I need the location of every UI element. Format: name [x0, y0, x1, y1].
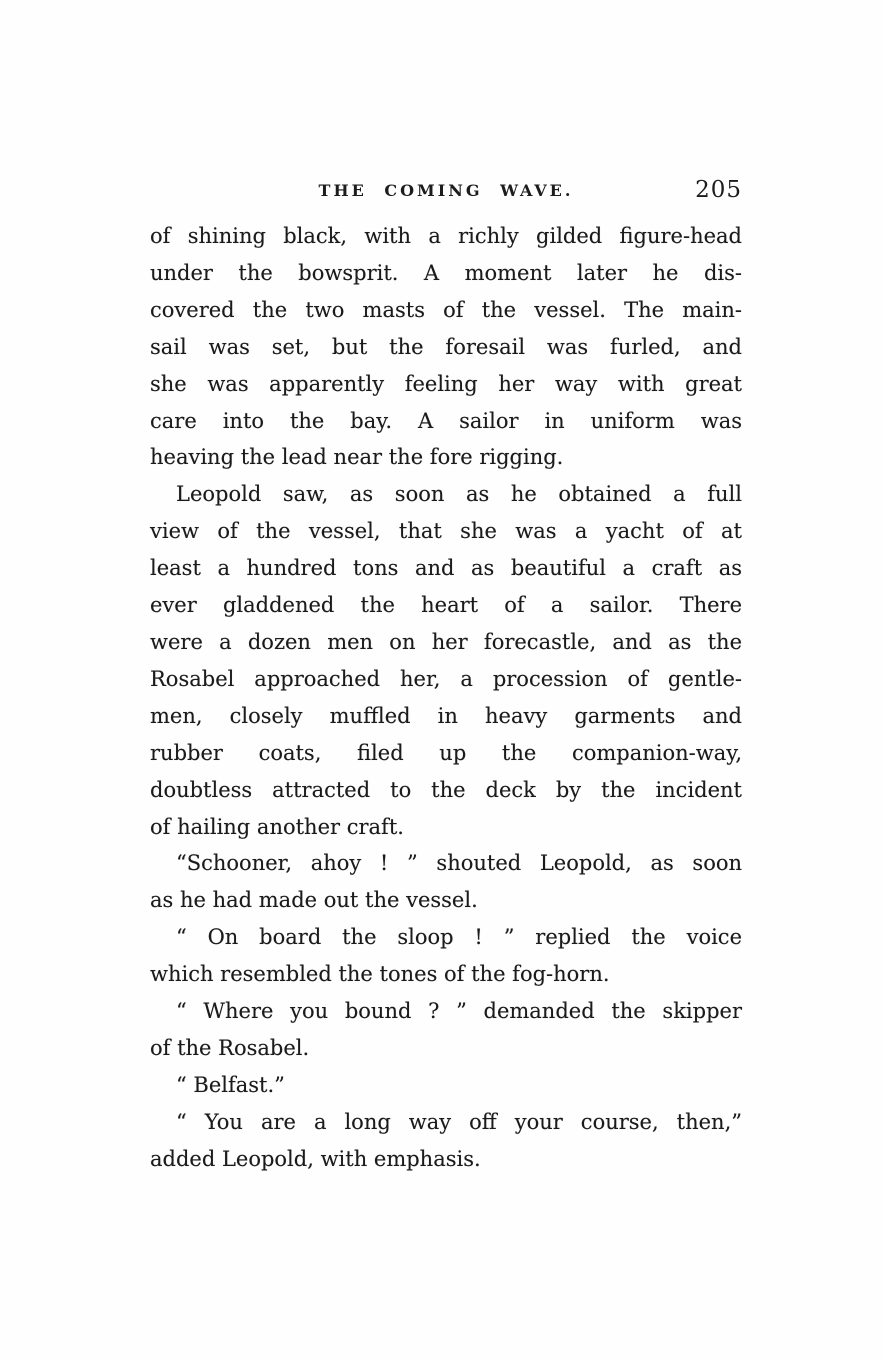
paragraph-indent [150, 1128, 176, 1129]
paragraph-indent [150, 1091, 176, 1092]
paragraph [150, 1067, 742, 1104]
text-block [150, 218, 742, 1178]
text-line: of hailing another craft. [150, 814, 404, 839]
text-line: rubber coats, filed up the companion-way, [150, 740, 742, 765]
text-line: doubtless attracted to the deck by the incident [150, 777, 742, 802]
text-line: added Leopold, with emphasis. [150, 1146, 481, 1171]
text-line: ever gladdened the heart of a sailor. There [150, 593, 742, 618]
text-line: Leopold saw, as soon as he obtained a full [150, 476, 742, 513]
page-content [150, 170, 742, 1178]
paragraph [150, 218, 742, 476]
text-line: of the Rosabel. [150, 1035, 310, 1060]
running-title: THE COMING WAVE. [318, 181, 574, 200]
paragraph-indent [150, 869, 176, 870]
text-line: care into the bay. A sailor in uniform was [150, 408, 742, 433]
text-line: sail was set, but the foresail was furled, and [150, 334, 742, 359]
paragraph [150, 1104, 742, 1178]
text-line: least a hundred tons and as beautiful a craft as [150, 556, 742, 581]
text-line: “ Where you bound ? ” demanded the skipper [150, 993, 742, 1030]
text-line: heaving the lead near the fore rigging. [150, 445, 564, 470]
paragraph-indent [150, 1017, 176, 1018]
text-line: “ You are a long way off your course, then,” [150, 1104, 742, 1141]
paragraph-indent [150, 943, 176, 944]
page-header [150, 170, 742, 203]
paragraph [150, 845, 742, 919]
text-line: covered the two masts of the vessel. The main- [150, 297, 742, 322]
text-line: “Schooner, ahoy ! ” shouted Leopold, as soon [150, 845, 742, 882]
text-line: view of the vessel, that she was a yacht of at [150, 519, 742, 544]
text-line: Rosabel approached her, a procession of gentle- [150, 666, 742, 691]
text-line: “ On board the sloop ! ” replied the voice [150, 919, 742, 956]
page-number: 205 [695, 177, 742, 203]
text-line: which resembled the tones of the fog-horn. [150, 962, 610, 987]
paragraph-indent [150, 500, 176, 501]
text-line: as he had made out the vessel. [150, 888, 478, 913]
paragraph [150, 993, 742, 1067]
paragraph [150, 476, 742, 845]
text-line: “ Belfast.” [150, 1067, 742, 1104]
text-line: she was apparently feeling her way with great [150, 371, 742, 396]
text-line: of shining black, with a richly gilded figure-head [150, 224, 742, 248]
paragraph [150, 919, 742, 993]
text-line: men, closely muffled in heavy garments and [150, 703, 742, 728]
text-line: were a dozen men on her forecastle, and as the [150, 629, 742, 654]
text-line: under the bowsprit. A moment later he dis- [150, 260, 742, 285]
